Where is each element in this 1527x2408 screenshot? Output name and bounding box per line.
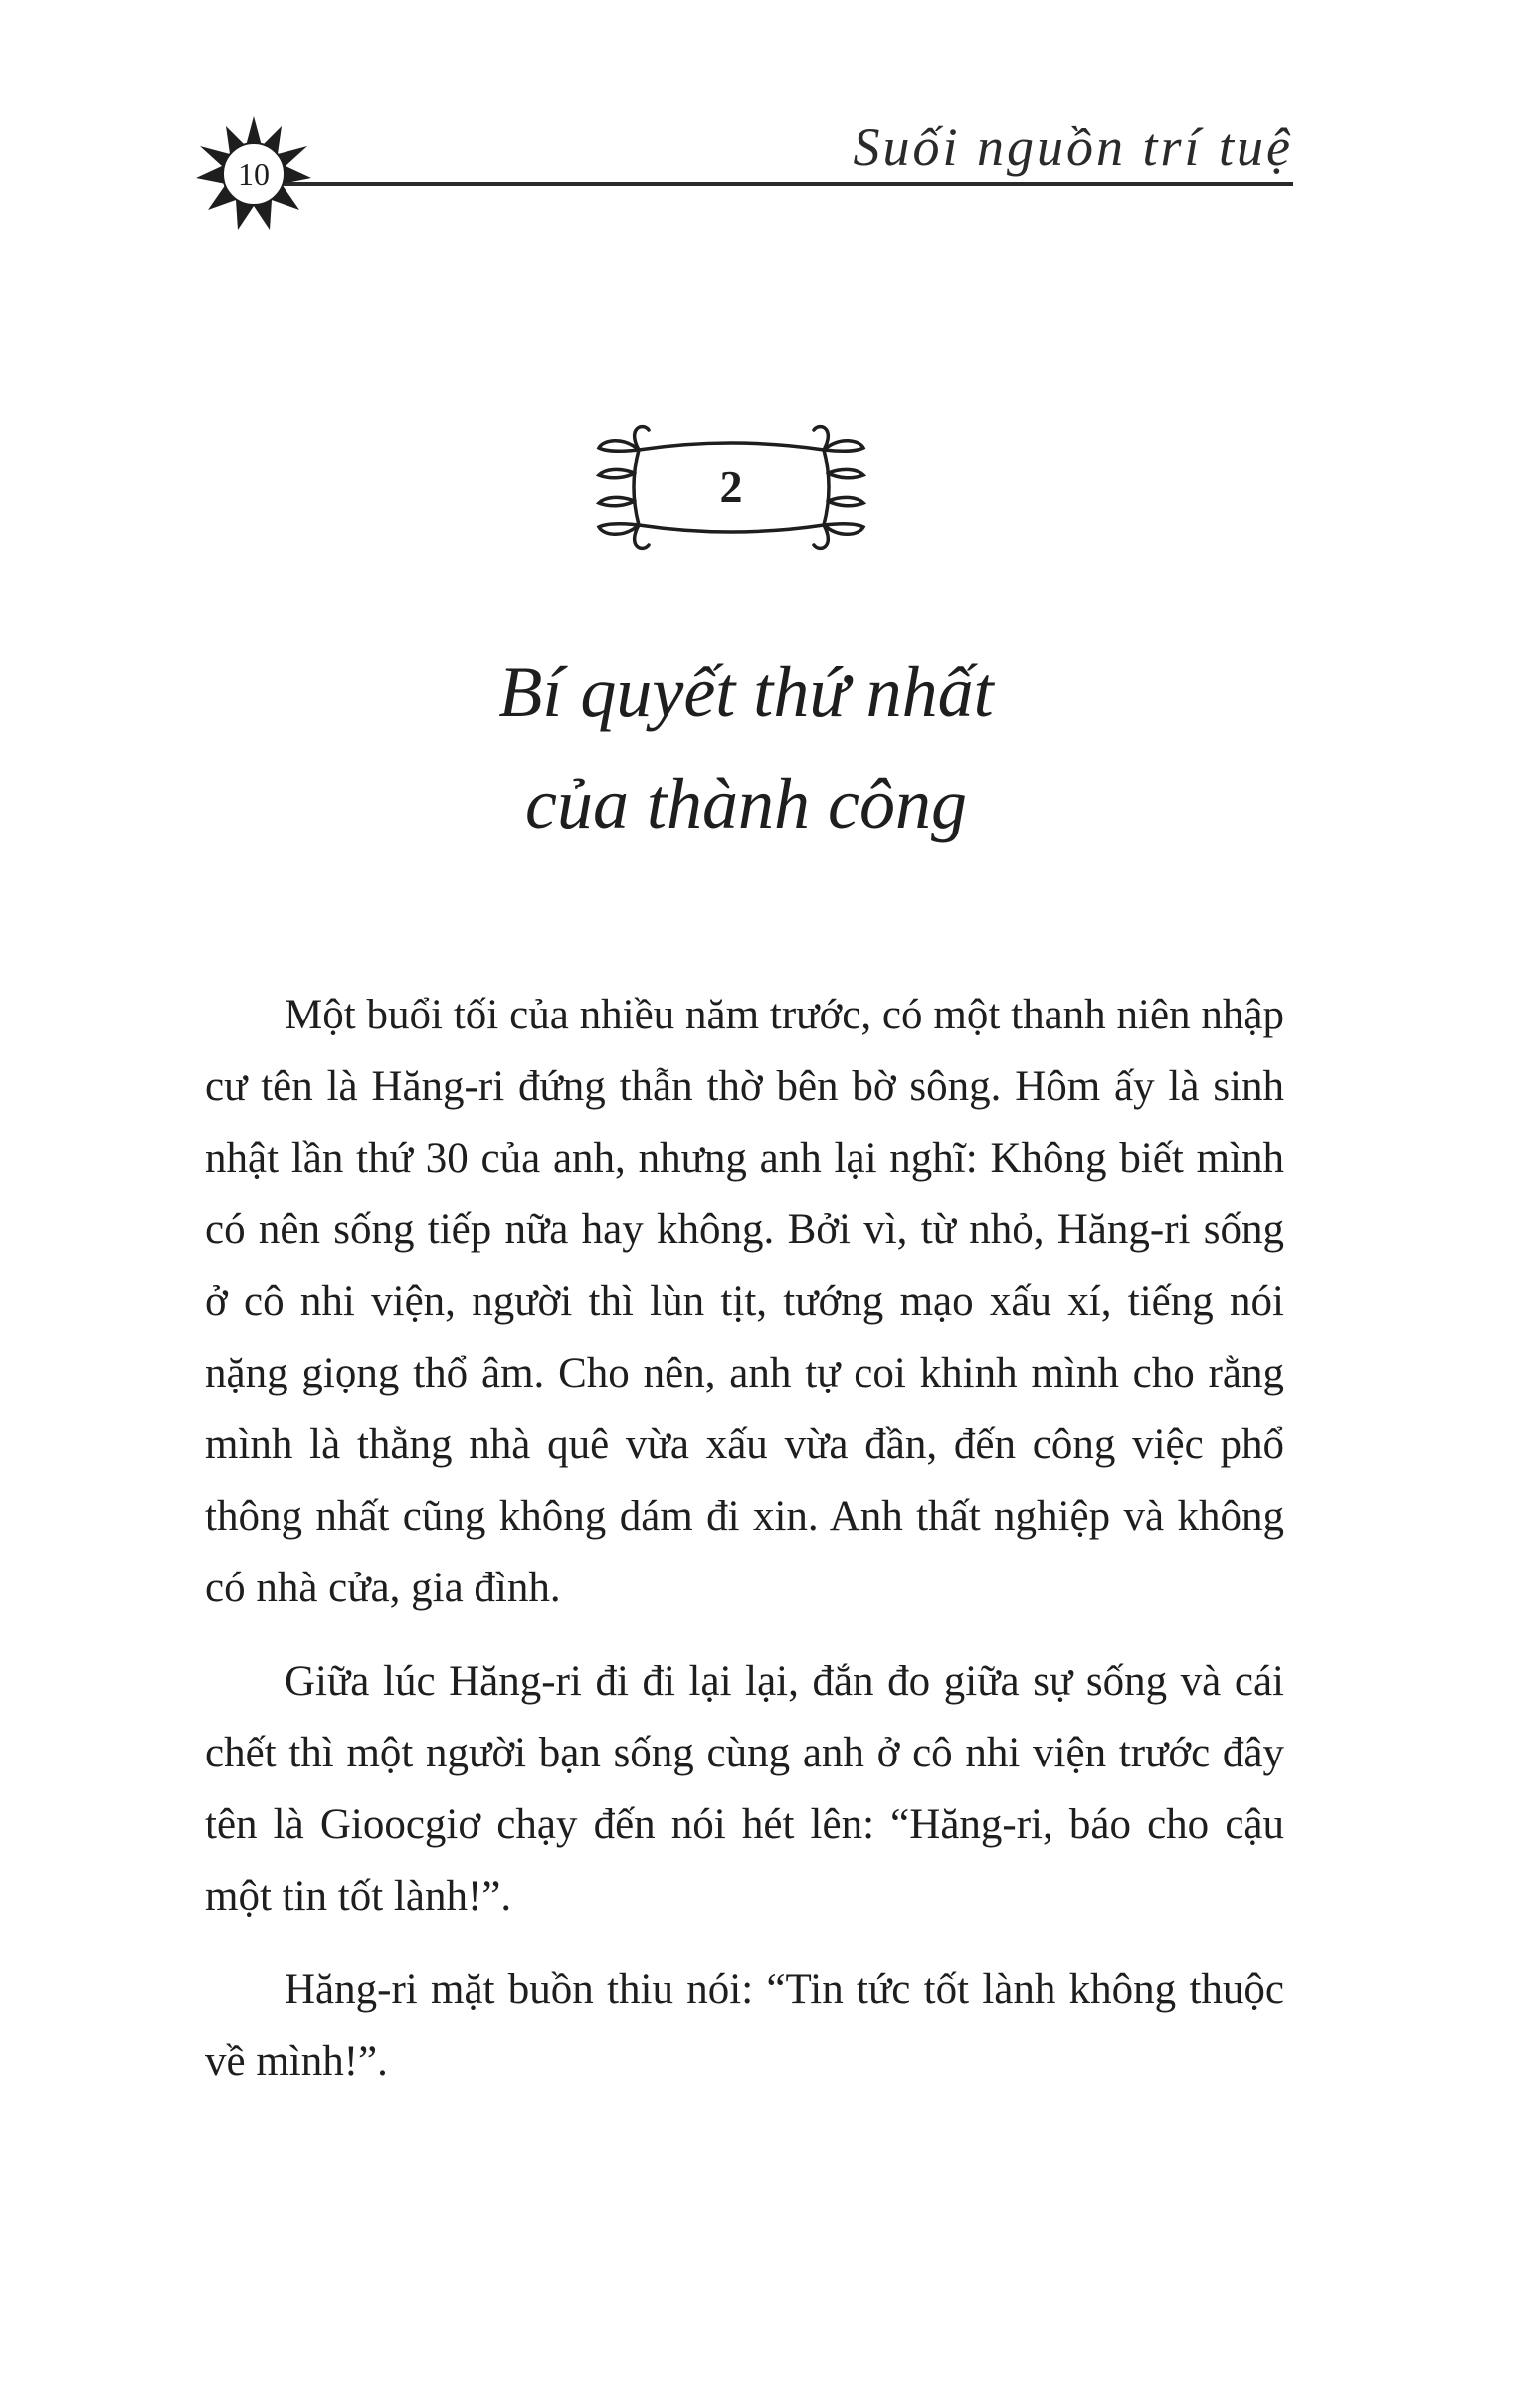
chapter-title-line-1: Bí quyết thứ nhất: [498, 652, 994, 732]
paragraph: Một buổi tối của nhiều năm trước, có một thanh niên nhập cư tên là Hăng-ri đứng thẫn thờ bên bờ sông. Hôm ấy là sinh nhật lần thứ 30 của anh, nhưng anh lại nghĩ: Không biết mình có nên sống tiếp nữa hay không. Bởi vì, từ nhỏ, Hăng-ri sống ở cô nhi viện, người thì lùn tịt, tướng mạo xấu xí, tiếng nói nặng giọng thổ âm. Cho nên, anh tự coi khinh mình cho rằng mình là thằng nhà quê vừa xấu vừa đần, đến công việc phổ thông nhất cũng không dám đi xin. Anh thất nghiệp và không có nhà cửa, gia đình.: [205, 992, 1284, 1611]
chapter-title-line-2: của thành công: [525, 764, 967, 843]
page-number: 10: [238, 156, 270, 192]
page-number-badge: [194, 114, 313, 234]
paragraph: Giữa lúc Hăng-ri đi đi lại lại, đắn đo giữa sự sống và cái chết thì một người bạn sống cùng anh ở cô nhi viện trước đây tên là Gioocgiơ chạy đến nói hét lên: “Hăng-ri, báo cho cậu một tin tốt lành!”.: [205, 1658, 1284, 1920]
running-title: Suối nguồn trí tuệ: [853, 117, 1293, 177]
chapter-number-frame: [587, 418, 875, 557]
paragraph: Hăng-ri mặt buồn thiu nói: “Tin tức tốt lành không thuộc về mình!”.: [205, 1966, 1284, 2085]
chapter-number: 2: [719, 462, 743, 512]
body-text: [205, 980, 1284, 2120]
header-rule: [254, 182, 1293, 186]
chapter-title: [298, 637, 1194, 859]
running-header: [194, 104, 1293, 194]
